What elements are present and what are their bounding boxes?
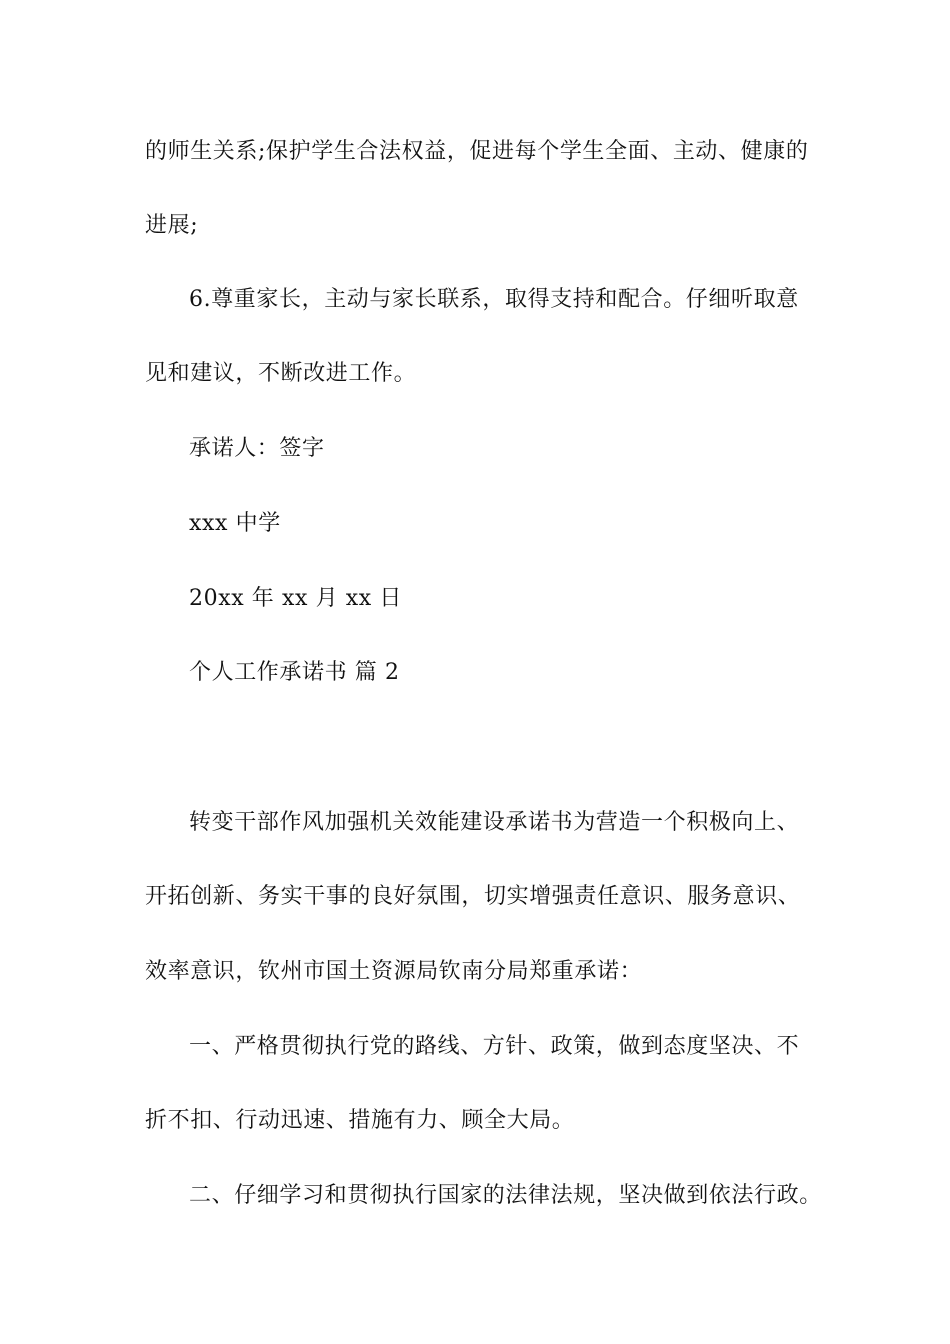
date-line: 20xx 年 xx 月 xx 日 [189,586,403,611]
text-line: 效率意识，钦州市国土资源局钦南分局郑重承诺： [145,959,643,984]
text-line: 进展; [145,213,199,238]
text-line: 折不扣、行动迅速、措施有力、顾全大局。 [145,1108,575,1133]
signature-line: 承诺人：签字 [189,436,325,461]
text-line: 转变干部作风加强机关效能建设承诺书为营造一个积极向上、 [189,810,800,835]
text-line: 二、仔细学习和贯彻执行国家的法律法规，坚决做到依法行政。 [189,1183,822,1208]
text-line: 6.尊重家长，主动与家长联系，取得支持和配合。仔细听取意 [189,287,799,312]
text-line: 一、严格贯彻执行党的路线、方针、政策，做到态度坚决、不 [189,1034,800,1059]
text-line: 见和建议，不断改进工作。 [145,361,417,386]
section-title: 个人工作承诺书 篇 2 [189,660,400,685]
school-name: xxx 中学 [189,511,281,536]
text-line: 的师生关系;保护学生合法权益，促进每个学生全面、主动、健康的 [145,139,809,164]
text-line: 开拓创新、务实干事的良好氛围，切实增强责任意识、服务意识、 [145,884,801,909]
